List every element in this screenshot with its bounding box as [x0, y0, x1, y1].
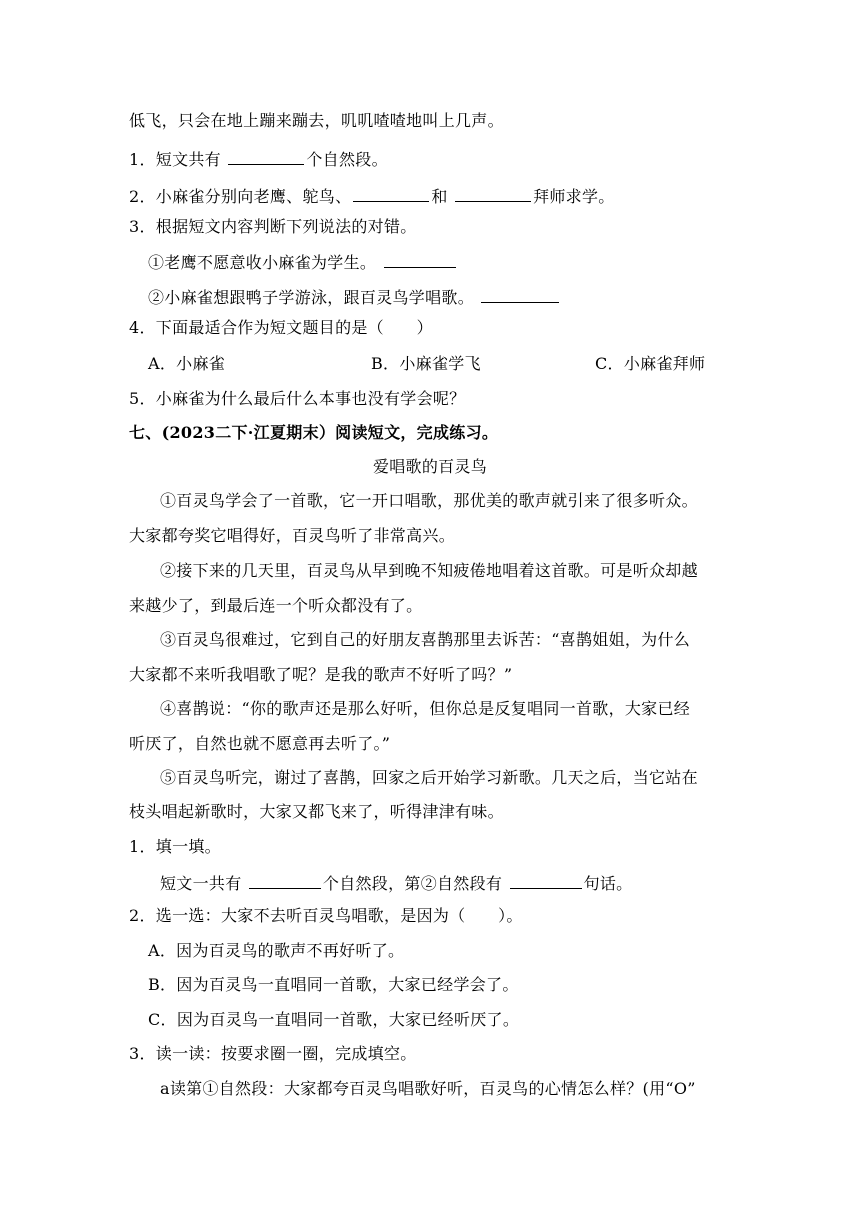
- question-4: 4．下面最适合作为短文题目的是（ ）: [129, 318, 433, 337]
- question-5: 5．小麻雀为什么最后什么本事也没有学会呢？: [129, 389, 466, 408]
- fill-text-suffix: 句话。: [583, 874, 633, 893]
- answer-blank[interactable]: [384, 251, 456, 268]
- paragraph-4-line-2: 听厌了，自然也就不愿意再去听了。”: [129, 734, 391, 753]
- statement-text: ①老鹰不愿意收小麻雀为学生。: [148, 253, 382, 272]
- paragraph-3-line-1: ③百灵鸟很难过，它到自己的好朋友喜鹊那里去诉苦：“喜鹊姐姐，为什么: [160, 630, 691, 649]
- question-3-statement-a: [148, 251, 458, 273]
- question-2-suffix: 拜师求学。: [533, 187, 615, 206]
- section-heading: 七、(2023二下·江夏期末）阅读短文，完成练习。: [129, 423, 499, 442]
- option-a[interactable]: A．小麻雀: [148, 354, 226, 373]
- paragraph-5-line-2: 枝头唱起新歌时，大家又都飞来了，听得津津有味。: [129, 802, 504, 821]
- question-1-text: 1．短文共有: [129, 150, 227, 169]
- paragraph-4-line-1: ④喜鹊说：“你的歌声还是那么好听，但你总是反复唱同一首歌，大家已经: [160, 699, 691, 718]
- exercise-2-option-c[interactable]: C．因为百灵鸟一直唱同一首歌，大家已经听厌了。: [148, 1010, 520, 1029]
- paragraph-1-line-1: ①百灵鸟学会了一首歌，它一开口唱歌，那优美的歌声就引来了很多听众。: [160, 491, 698, 510]
- question-3-statement-b: [148, 286, 561, 308]
- passage-line: 低飞，只会在地上蹦来蹦去，叽叽喳喳地叫上几声。: [129, 111, 504, 130]
- answer-blank[interactable]: [455, 185, 531, 202]
- paragraph-1-line-2: 大家都夸奖它唱得好，百灵鸟听了非常高兴。: [129, 526, 456, 545]
- paragraph-5-line-1: ⑤百灵鸟听完，谢过了喜鹊，回家之后开始学习新歌。几天之后，当它站在: [160, 768, 698, 787]
- question-2: [129, 185, 615, 207]
- answer-blank[interactable]: [353, 185, 429, 202]
- passage-title: 爱唱歌的百灵鸟: [372, 457, 488, 476]
- fill-text: 短文一共有: [160, 874, 247, 893]
- answer-blank[interactable]: [510, 872, 582, 889]
- exercise-1-fill: [160, 872, 632, 894]
- exercise-2: 2．选一选：大家不去听百灵鸟唱歌，是因为（ ）。: [129, 906, 523, 925]
- statement-text: ②小麻雀想跟鸭子学游泳，跟百灵鸟学唱歌。: [148, 288, 480, 307]
- question-1-suffix: 个自然段。: [306, 150, 388, 169]
- exercise-2-option-a[interactable]: A．因为百灵鸟的歌声不再好听了。: [148, 941, 405, 960]
- question-2-text: 2．小麻雀分别向老鹰、鸵鸟、: [129, 187, 352, 206]
- exercise-3: 3．读一读：按要求圈一圈，完成填空。: [129, 1044, 417, 1063]
- question-1: [129, 148, 388, 170]
- answer-blank[interactable]: [249, 872, 321, 889]
- exercise-2-option-b[interactable]: B．因为百灵鸟一直唱同一首歌，大家已经学会了。: [148, 975, 519, 994]
- option-b[interactable]: B．小麻雀学飞: [371, 354, 481, 373]
- fill-text-mid: 个自然段，第②自然段有: [322, 874, 508, 893]
- option-c[interactable]: C．小麻雀拜师: [595, 354, 706, 373]
- paragraph-3-line-2: 大家都不来听我唱歌了呢？是我的歌声不好听了吗？”: [129, 665, 513, 684]
- answer-blank[interactable]: [228, 148, 304, 165]
- exercise-3-part-a: a读第①自然段：大家都夸百灵鸟唱歌好听，百灵鸟的心情怎么样？(用“O”: [160, 1079, 696, 1098]
- paragraph-2-line-2: 来越少了，到最后连一个听众都没有了。: [129, 596, 423, 615]
- exercise-1: 1．填一填。: [129, 837, 221, 856]
- answer-blank[interactable]: [481, 286, 559, 303]
- question-2-mid: 和: [431, 187, 454, 206]
- paragraph-2-line-1: ②接下来的几天里，百灵鸟从早到晚不知疲倦地唱着这首歌。可是听众却越: [160, 561, 698, 580]
- question-3: 3．根据短文内容判断下列说法的对错。: [129, 217, 417, 236]
